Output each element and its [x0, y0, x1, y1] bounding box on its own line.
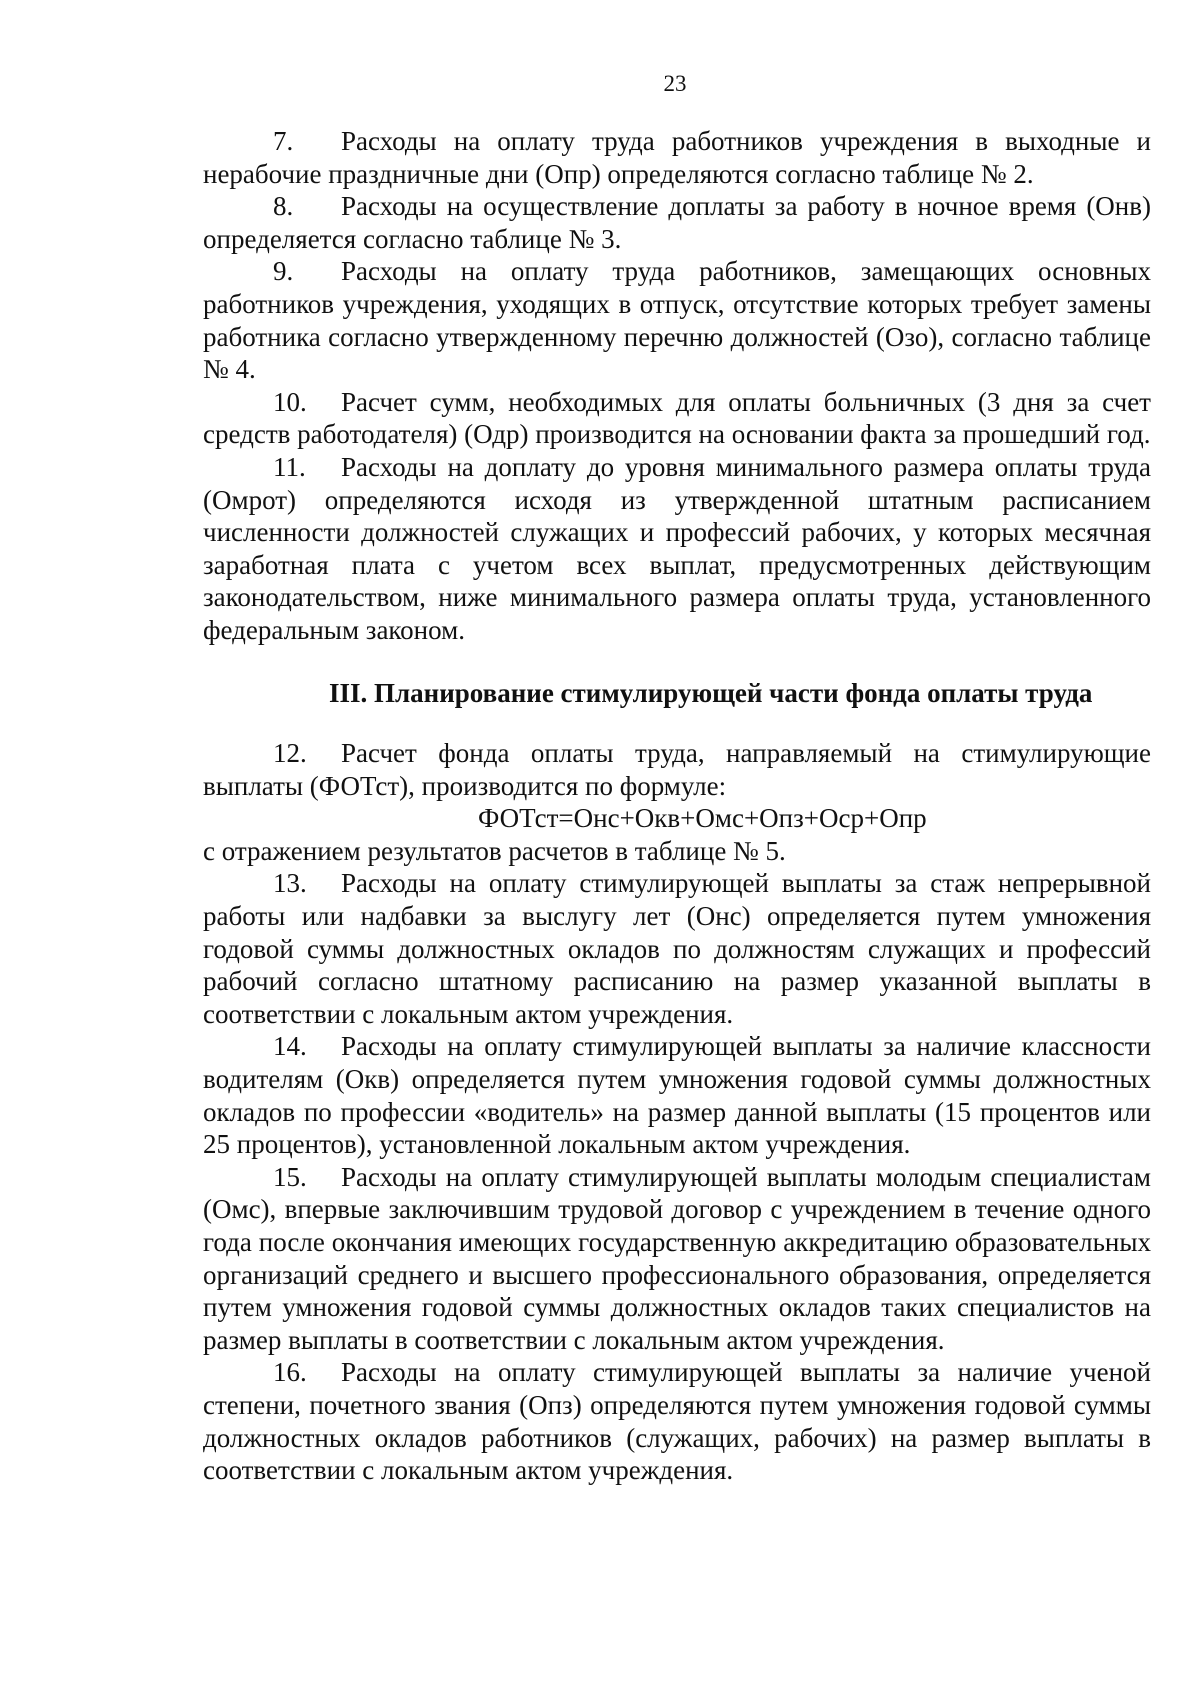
paragraph-number: 8.	[273, 191, 294, 222]
page-number: 23	[663, 71, 687, 96]
paragraph-12-continuation: с отражением результатов расчетов в таблице № 5.	[203, 835, 786, 866]
paragraph-number: 12.	[273, 738, 307, 769]
paragraph-text: Расходы на оплату стимулирующей выплаты за стаж непрерывной работы или надбавки за выслугу лет (Онс) определяется путем умножения годовой суммы должностных окладов по должностям служащих и профессий рабочий согласно штатному расписанию на размер указанной выплаты в соответствии с локальным актом учреждения.	[203, 868, 1151, 1029]
paragraph-text: Расходы на доплату до уровня минимального размера оплаты труда (Омрот) определяются исходя из утвержденной штатным расписанием численности должностей служащих и профессий рабочих, у которых месячная заработная плата с учетом всех выплат, предусмотренных действующим законодательством, ниже минимального размера оплаты труда, установленного федеральным законом.	[203, 451, 1151, 645]
paragraph-text: Расходы на оплату труда работников учреждения в выходные и нерабочие праздничные дни (Опр) определяются согласно таблице № 2.	[203, 126, 1151, 189]
paragraph-number: 10.	[273, 386, 307, 417]
paragraph-number: 11.	[273, 451, 306, 482]
paragraph-text: Расчет фонда оплаты труда, направляемый на стимулирующие выплаты (ФОТст), производится по формуле:	[203, 738, 1151, 801]
paragraph-16	[203, 1356, 1151, 1486]
paragraph-number: 15.	[273, 1161, 307, 1192]
paragraph-number: 13.	[273, 868, 307, 899]
paragraph-14	[203, 1030, 1151, 1160]
paragraph-8	[203, 190, 1151, 255]
paragraph-15	[203, 1161, 1151, 1357]
paragraph-text: Расходы на оплату труда работников, замещающих основных работников учреждения, уходящих в отпуск, отсутствие которых требует замены работника согласно утвержденному перечню должностей (Озо), согласно таблице № 4.	[203, 256, 1151, 385]
section-heading: III. Планирование стимулирующей части фонда оплаты труда	[329, 677, 1093, 708]
paragraph-text: Расходы на оплату стимулирующей выплаты молодым специалистам (Омс), впервые заключившим трудовой договор с учреждением в течение одного года после окончания имеющих государственную аккредитацию образовательных организаций среднего и высшего профессионального образования, определяется путем умножения годовой суммы должностных окладов таких специалистов на размер выплаты в соответствии с локальным актом учреждения.	[203, 1161, 1151, 1355]
paragraph-number: 7.	[273, 126, 294, 156]
paragraph-number: 14.	[273, 1031, 307, 1062]
paragraph-12	[203, 737, 1151, 802]
paragraph-7	[203, 125, 1151, 190]
paragraph-text: Расходы на осуществление доплаты за работу в ночное время (Онв) определяется согласно таблице № 3.	[203, 191, 1151, 254]
paragraph-text: Расходы на оплату стимулирующей выплаты за наличие ученой степени, почетного звания (Опз) определяются путем умножения годовой суммы должностных окладов работников (служащих, рабочих) на размер выплаты в соответствии с локальным актом учреждения.	[203, 1357, 1151, 1486]
paragraph-9	[203, 255, 1151, 385]
document-body	[203, 125, 1151, 1487]
paragraph-number: 9.	[273, 256, 294, 287]
paragraph-11	[203, 451, 1151, 647]
paragraph-13	[203, 867, 1151, 1030]
paragraph-10	[203, 386, 1151, 451]
formula: ФОТст=Онс+Окв+Омс+Опз+Оср+Опр	[478, 803, 927, 834]
paragraph-number: 16.	[273, 1357, 307, 1388]
paragraph-text: Расчет сумм, необходимых для оплаты больничных (3 дня за счет средств работодателя) (Одр) производится на основании факта за прошедший год.	[203, 386, 1151, 450]
paragraph-text: Расходы на оплату стимулирующей выплаты за наличие классности водителям (Окв) определяется путем умножения годовой суммы должностных окладов по профессии «водитель» на размер данной выплаты (15 процентов или 25 процентов), установленной локальным актом учреждения.	[203, 1031, 1151, 1160]
